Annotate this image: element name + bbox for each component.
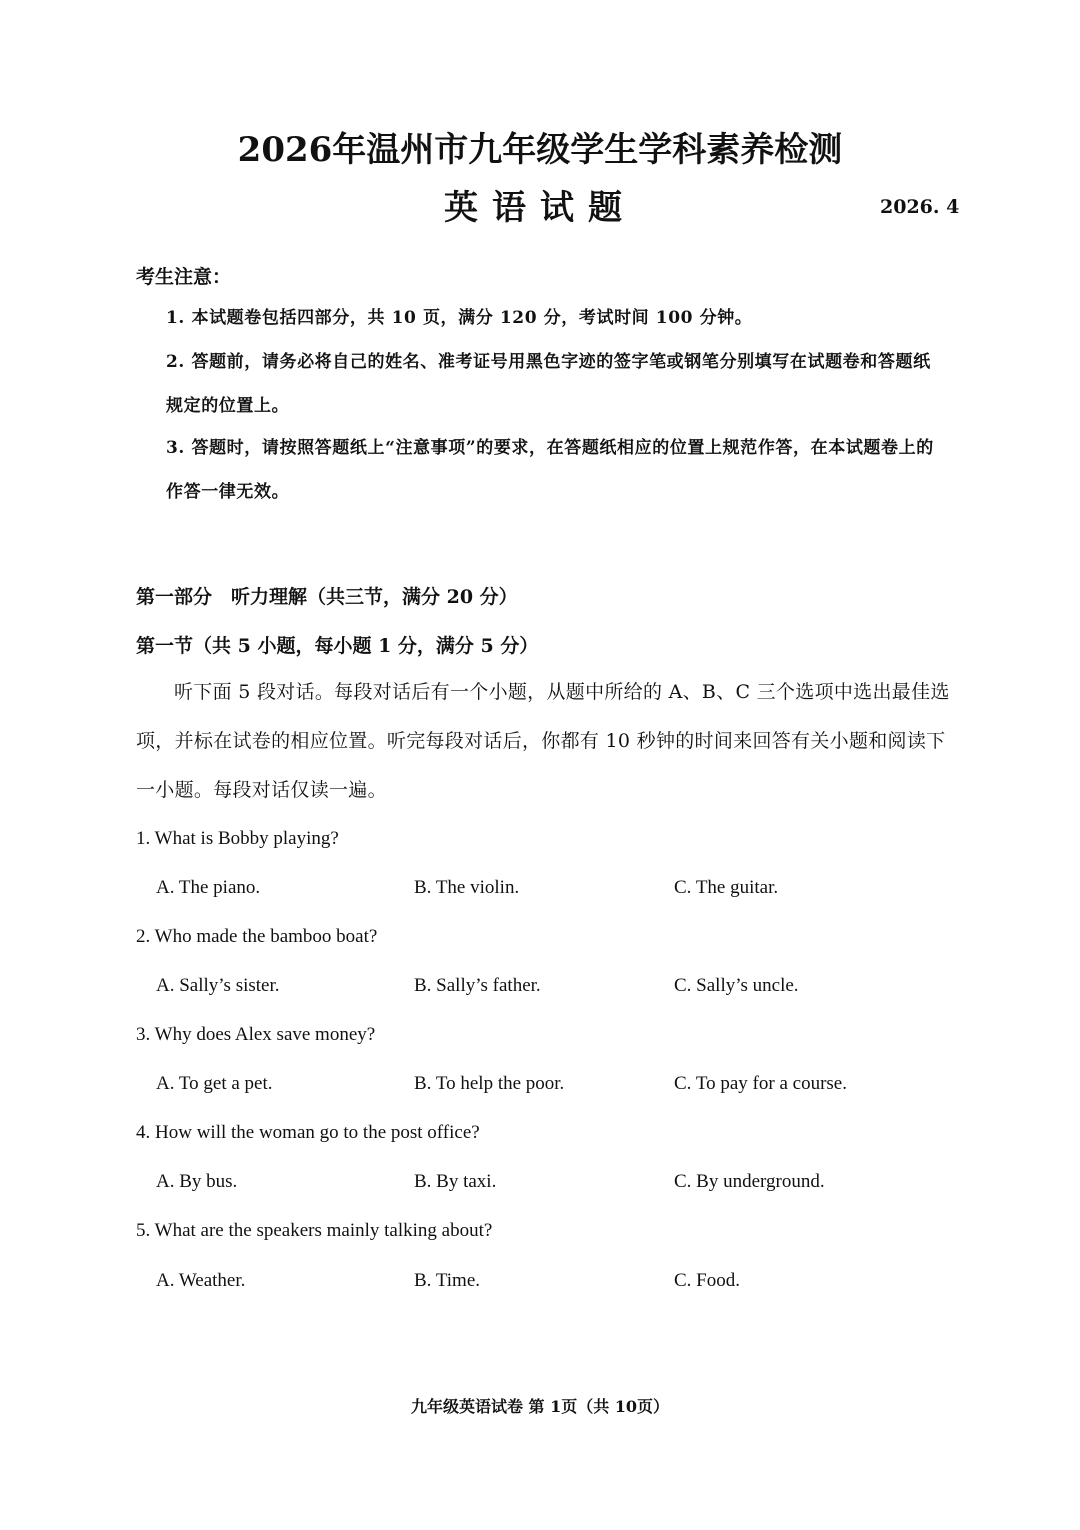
notice-item-1 — [136, 296, 948, 340]
q2-option-c: C. Sally’s uncle. — [674, 975, 799, 996]
q1-option-a: A. The piano. — [156, 877, 261, 898]
q2-option-a: A. Sally’s sister. — [156, 975, 280, 996]
question-2: 2. Who made the bamboo boat? — [136, 926, 378, 947]
notice-heading: 考生注意： — [136, 266, 232, 288]
q3-option-b: B. To help the poor. — [414, 1073, 565, 1094]
q1-option-b: B. The violin. — [414, 877, 520, 898]
part1-heading: 第一部分 听力理解（共三节，满分 20 分） — [136, 586, 518, 608]
q5-option-b: B. Time. — [414, 1270, 481, 1291]
q3-option-c: C. To pay for a course. — [674, 1073, 847, 1094]
q5-option-a: A. Weather. — [156, 1270, 246, 1291]
notice-item-3 — [136, 426, 948, 514]
q1-option-c: C. The guitar. — [674, 877, 779, 898]
q3-option-a: A. To get a pet. — [156, 1073, 273, 1094]
question-4: 4. How will the woman go to the post office? — [136, 1122, 480, 1143]
question-5: 5. What are the speakers mainly talking about? — [136, 1220, 493, 1241]
notice-item-2-text: 2. 答题前，请务必将自己的姓名、准考证号用黑色字迹的签字笔或钢笔分别填写在试题卷和答题纸规定的位置上。 — [166, 352, 931, 416]
exam-subtitle: 英语试题 — [444, 188, 636, 228]
listening-instructions: 听下面 5 段对话。每段对话后有一个小题，从题中所给的 A、B、C 三个选项中选出最佳选项，并标在试卷的相应位置。听完每段对话后，你都有 10 秒钟的时间来回答有关小题和阅读下一小题。每段对话仅读一遍。 — [136, 681, 950, 801]
section1-heading: 第一节（共 5 小题，每小题 1 分，满分 5 分） — [136, 635, 539, 657]
page-footer: 九年级英语试卷 第 1页（共 10页） — [410, 1397, 670, 1416]
q5-option-c: C. Food. — [674, 1270, 740, 1291]
q4-option-c: C. By underground. — [674, 1171, 825, 1192]
notice-item-1-text: 1. 本试题卷包括四部分，共 10 页，满分 120 分，考试时间 100 分钟。 — [166, 308, 753, 328]
exam-title: 2026年温州市九年级学生学科素养检测 — [237, 130, 843, 170]
notice-item-3-text: 3. 答题时，请按照答题纸上“注意事项”的要求，在答题纸相应的位置上规范作答，在本试题卷上的作答一律无效。 — [166, 438, 934, 502]
q4-option-b: B. By taxi. — [414, 1171, 497, 1192]
q4-option-a: A. By bus. — [156, 1171, 238, 1192]
question-3: 3. Why does Alex save money? — [136, 1024, 376, 1045]
exam-date: 2026. 4 — [880, 196, 960, 218]
notice-item-2 — [136, 340, 948, 428]
question-1: 1. What is Bobby playing? — [136, 828, 339, 849]
q2-option-b: B. Sally’s father. — [414, 975, 541, 996]
